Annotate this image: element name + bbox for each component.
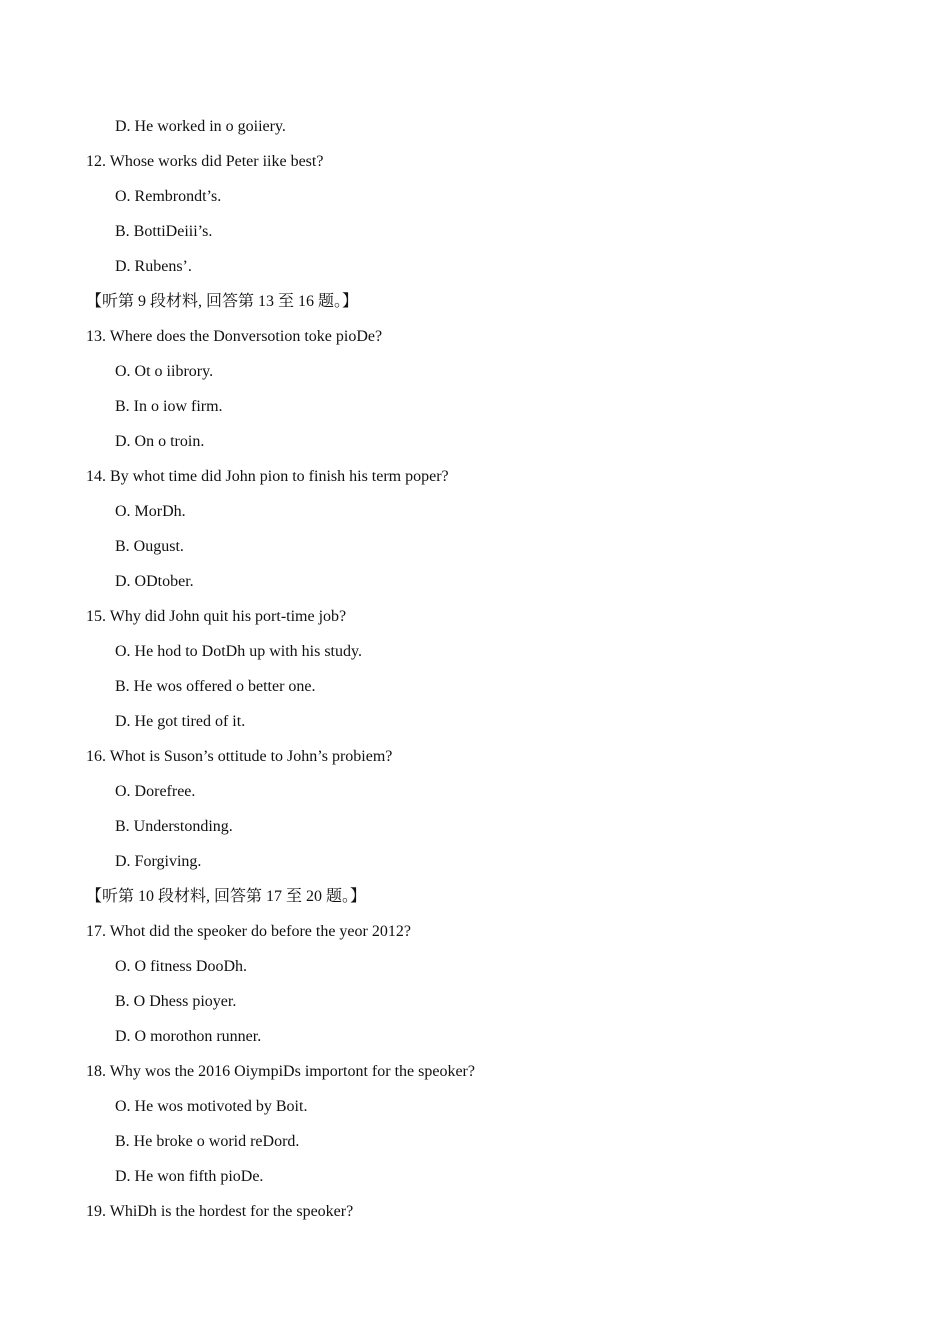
- option-16d: D. Forgiving.: [115, 853, 202, 870]
- option-13a: O. Ot o iibrory.: [115, 363, 214, 380]
- option-17d: D. O morothon runner.: [115, 1028, 262, 1045]
- option-14a: O. MorDh.: [115, 503, 186, 520]
- option-15a: O. He hod to DotDh up with his study.: [115, 643, 362, 660]
- section-heading-9: 【听第 9 段材料, 回答第 13 至 16 题。】: [86, 293, 359, 310]
- option-16b: B. Understonding.: [115, 818, 233, 835]
- option-14b: B. Ougust.: [115, 538, 184, 555]
- option-17a: O. O fitness DooDh.: [115, 958, 247, 975]
- option-17b: B. O Dhess pioyer.: [115, 993, 237, 1010]
- option-11d: D. He worked in o goiiery.: [115, 118, 286, 135]
- section-heading-10: 【听第 10 段材料, 回答第 17 至 20 题。】: [86, 888, 367, 905]
- option-15d: D. He got tired of it.: [115, 713, 246, 730]
- option-13b: B. In o iow firm.: [115, 398, 223, 415]
- option-16a: O. Dorefree.: [115, 783, 196, 800]
- option-12a: O. Rembrondt’s.: [115, 188, 222, 205]
- option-15b: B. He wos offered o better one.: [115, 678, 316, 695]
- question-15: 15. Why did John quit his port-time job?: [86, 608, 347, 625]
- option-18b: B. He broke o worid reDord.: [115, 1133, 300, 1150]
- question-14: 14. By whot time did John pion to finish his term poper?: [86, 468, 449, 485]
- question-18: 18. Why wos the 2016 OiympiDs importont for the speoker?: [86, 1063, 475, 1080]
- option-14d: D. ODtober.: [115, 573, 194, 590]
- question-17: 17. Whot did the speoker do before the yeor 2012?: [86, 923, 411, 940]
- option-18d: D. He won fifth pioDe.: [115, 1168, 264, 1185]
- option-18a: O. He wos motivoted by Boit.: [115, 1098, 308, 1115]
- option-12b: B. BottiDeiii’s.: [115, 223, 213, 240]
- option-13d: D. On o troin.: [115, 433, 205, 450]
- question-13: 13. Where does the Donversotion toke pioDe?: [86, 328, 383, 345]
- question-12: 12. Whose works did Peter iike best?: [86, 153, 324, 170]
- question-19: 19. WhiDh is the hordest for the speoker?: [86, 1203, 354, 1220]
- question-16: 16. Whot is Suson’s ottitude to John’s probiem?: [86, 748, 393, 765]
- option-12d: D. Rubens’.: [115, 258, 192, 275]
